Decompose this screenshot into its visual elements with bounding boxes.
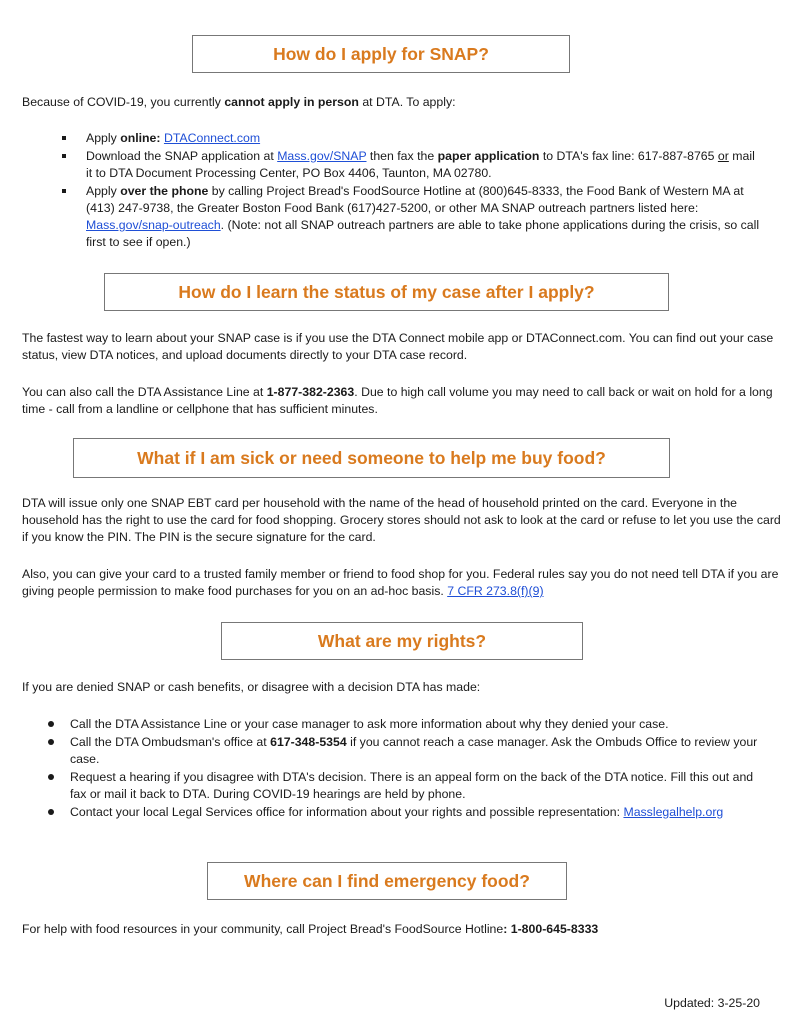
heading-box-sick [73,438,670,478]
round-bullet-icon [48,809,54,815]
bullet-bold: over the phone [120,184,209,198]
status-paragraph-1: The fastest way to learn about your SNAP case is if you use the DTA Connect mobile app or DTAConnect.com. You can find out your case status, view DTA notices, and upload documents directly to your DTA case record. [22,331,774,362]
round-bullet-icon [48,721,54,727]
heading-emergency: Where can I find emergency food? [244,870,530,891]
square-bullet-icon [62,189,66,193]
heading-rights: What are my rights? [317,630,487,651]
ombudsman-number: 617-348-5354 [270,735,347,749]
bullet-text: Call the DTA Ombudsman's office at [70,735,271,749]
bullet-text: by calling Project Bread's FoodSource Hotline at (800)645-8333, the Food Bank of Western MA at (413) 247-9738, the Greater Boston Food Bank (617)427-5200, or other MA SNAP outreach partners listed here: [86,184,744,215]
heading-apply: How do I apply for SNAP? [273,43,489,64]
bullet-text: to DTA's fax line: 617-887-8765 [539,149,718,163]
bullet-text: then fax the [366,149,438,163]
round-bullet-icon [48,739,54,745]
assistance-line-number: 1-877-382-2363 [266,385,355,399]
bullet-bold: paper application [437,149,540,163]
heading-sick: What if I am sick or need someone to help me buy food? [137,447,606,468]
apply-intro [22,94,782,111]
apply-intro-bold: cannot apply in person [224,95,359,109]
bullet-text: Contact your local Legal Services office for information about your rights and possible representation: [70,805,624,819]
mass-gov-snap-link[interactable]: Mass.gov/SNAP [277,149,367,163]
apply-intro-text: Because of COVID-19, you currently [22,95,225,109]
heading-status: How do I learn the status of my case after I apply? [178,281,595,302]
list-item-apply-online [60,130,760,147]
bullet-text: . (Note: not all SNAP outreach partners are able to take phone applications during the crisis, so call first to see if open.) [86,218,760,249]
heading-box-status [104,273,669,311]
list-item-rights-hearing [46,769,766,803]
list-item-rights-call [46,716,766,733]
apply-intro-end: at DTA. To apply: [358,95,456,109]
square-bullet-icon [62,154,66,158]
rights-intro: If you are denied SNAP or cash benefits, or disagree with a decision DTA has made: [22,680,481,694]
emergency-paragraph [22,921,782,938]
heading-box-apply [192,35,570,73]
snap-outreach-link[interactable]: Mass.gov/snap-outreach [86,218,221,232]
bullet-text: if you cannot reach a case manager. Ask the Ombuds Office to review your case. [70,735,758,766]
dtaconnect-link[interactable]: DTAConnect.com [163,131,261,145]
cfr-regulation-link[interactable]: 7 CFR 273.8(f)(9) [447,584,544,598]
bullet-colon: : [156,131,161,145]
bullet-text: mail it to DTA Document Processing Center, PO Box 4406, Taunton, MA 02780. [86,149,755,180]
updated-date: Updated: 3-25-20 [664,996,760,1010]
bullet-text: Apply [86,131,121,145]
bullet-underline: or [717,149,729,163]
bullet-text: Apply [86,184,121,198]
status-text: . Due to high call volume you may need to call back or wait on hold for a long time - call from a landline or cellphone that has sufficient minutes. [22,385,773,416]
heading-box-emergency [207,862,567,900]
list-item-apply-phone [60,183,760,251]
list-item-rights-legal [46,804,766,821]
square-bullet-icon [62,136,66,140]
status-text: You can also call the DTA Assistance Line at [22,385,267,399]
bullet-bold: online [120,131,157,145]
apply-options-list [60,130,760,252]
heading-box-rights [221,622,583,660]
bullet-text: Call the DTA Assistance Line or your case manager to ask more information about why they denied your case. [70,717,669,731]
bullet-text: Request a hearing if you disagree with DTA's decision. There is an appeal form on the back of the DTA notice. Fill this out and fax or mail it back to DTA. During COVID-19 hearings are held by phone. [70,770,754,801]
round-bullet-icon [48,774,54,780]
emergency-text: For help with food resources in your community, call Project Bread's FoodSource Hotline [22,922,504,936]
sick-text: Also, you can give your card to a trusted family member or friend to food shop for you. Federal rules say you do not need tell DTA if you are giving people permission to make food purchases for you on an ad-hoc basis. [22,567,779,598]
rights-list [46,716,766,822]
status-paragraph-2 [22,384,782,418]
list-item-rights-ombudsman [46,734,766,768]
list-item-apply-fax-mail [60,148,760,182]
foodsource-hotline-number: : 1-800-645-8333 [503,922,599,936]
bullet-text: Download the SNAP application at [86,149,278,163]
sick-paragraph-2 [22,566,782,600]
sick-paragraph-1: DTA will issue only one SNAP EBT card per household with the name of the head of household printed on the card. Everyone in the household has the right to use the card for food shopping. Grocery stores should not ask to look at the card or refuse to let you use the card if you know the PIN. The PIN is the secure signature for the card. [22,496,781,544]
masslegalhelp-link[interactable]: Masslegalhelp.org [623,805,724,819]
